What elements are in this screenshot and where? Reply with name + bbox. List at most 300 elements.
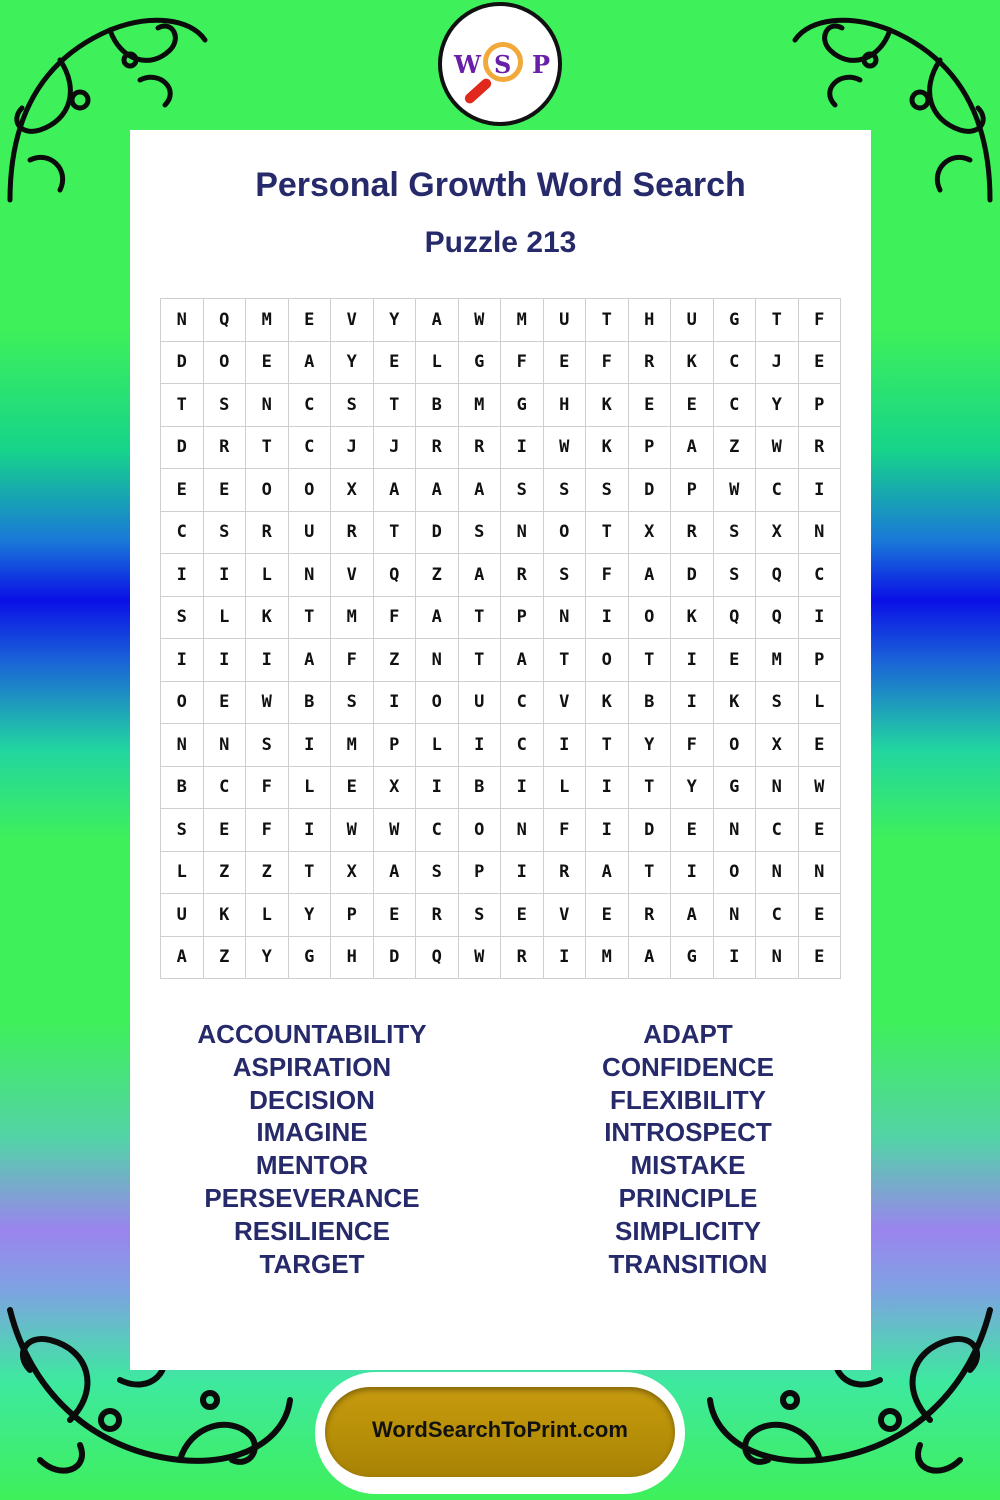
grid-cell[interactable]: O xyxy=(288,469,331,512)
grid-cell[interactable]: C xyxy=(203,766,246,809)
grid-cell[interactable]: R xyxy=(331,511,374,554)
grid-cell[interactable]: I xyxy=(246,639,289,682)
grid-row xyxy=(161,936,841,979)
grid-cell[interactable]: E xyxy=(203,809,246,852)
site-logo[interactable] xyxy=(438,2,562,126)
grid-cell[interactable]: K xyxy=(671,596,714,639)
grid-cell[interactable]: D xyxy=(373,936,416,979)
grid-cell[interactable]: M xyxy=(331,724,374,767)
grid-cell[interactable]: Y xyxy=(288,894,331,937)
grid-row xyxy=(161,341,841,384)
grid-cell[interactable]: D xyxy=(161,341,204,384)
grid-cell[interactable]: G xyxy=(671,936,714,979)
grid-cell[interactable]: I xyxy=(501,766,544,809)
grid-cell[interactable]: V xyxy=(543,894,586,937)
footer-badge xyxy=(315,1372,685,1494)
grid-cell[interactable]: O xyxy=(586,639,629,682)
grid-cell[interactable]: G xyxy=(288,936,331,979)
grid-cell[interactable]: F xyxy=(501,341,544,384)
grid-cell[interactable]: M xyxy=(246,299,289,342)
grid-cell[interactable]: K xyxy=(586,681,629,724)
logo-letter-p: P xyxy=(532,50,551,79)
grid-cell[interactable]: E xyxy=(373,894,416,937)
grid-cell[interactable]: S xyxy=(246,724,289,767)
word-list-left xyxy=(162,1018,462,1280)
grid-cell[interactable]: N xyxy=(416,639,459,682)
grid-cell[interactable]: F xyxy=(543,809,586,852)
word-list-item: DECISION xyxy=(249,1084,375,1115)
grid-cell[interactable]: O xyxy=(416,681,459,724)
grid-cell[interactable]: E xyxy=(331,766,374,809)
grid-cell[interactable]: F xyxy=(331,639,374,682)
grid-cell[interactable]: T xyxy=(288,851,331,894)
grid-row xyxy=(161,766,841,809)
grid-cell[interactable]: O xyxy=(543,511,586,554)
grid-cell[interactable]: U xyxy=(458,681,501,724)
word-list-item: TRANSITION xyxy=(608,1248,768,1279)
puzzle-card xyxy=(130,130,871,1370)
grid-cell[interactable]: N xyxy=(161,724,204,767)
grid-cell[interactable]: P xyxy=(798,639,841,682)
grid-cell[interactable]: Z xyxy=(373,639,416,682)
grid-cell[interactable]: O xyxy=(713,851,756,894)
grid-cell[interactable]: A xyxy=(161,936,204,979)
grid-cell[interactable]: S xyxy=(756,681,799,724)
grid-cell[interactable]: E xyxy=(246,341,289,384)
grid-cell[interactable]: P xyxy=(798,384,841,427)
grid-cell[interactable]: N xyxy=(501,809,544,852)
grid-cell[interactable]: C xyxy=(288,384,331,427)
grid-cell[interactable]: S xyxy=(713,554,756,597)
grid-cell[interactable]: E xyxy=(501,894,544,937)
grid-cell[interactable]: V xyxy=(331,554,374,597)
word-list-item: RESILIENCE xyxy=(233,1215,391,1246)
page-title: Personal Growth Word Search xyxy=(255,166,746,204)
grid-cell[interactable]: Z xyxy=(246,851,289,894)
grid-cell[interactable]: S xyxy=(458,511,501,554)
grid-cell[interactable]: I xyxy=(501,851,544,894)
grid-cell[interactable]: A xyxy=(288,341,331,384)
grid-cell[interactable]: I xyxy=(671,851,714,894)
grid-cell[interactable]: N xyxy=(288,554,331,597)
grid-cell[interactable]: L xyxy=(246,894,289,937)
grid-row xyxy=(161,724,841,767)
grid-cell[interactable]: N xyxy=(713,809,756,852)
grid-cell[interactable]: K xyxy=(586,426,629,469)
grid-cell[interactable]: N xyxy=(246,384,289,427)
grid-cell[interactable]: S xyxy=(161,809,204,852)
grid-cell[interactable]: S xyxy=(203,384,246,427)
grid-cell[interactable]: N xyxy=(713,894,756,937)
grid-cell[interactable]: A xyxy=(373,851,416,894)
grid-cell[interactable]: Z xyxy=(416,554,459,597)
letter-grid xyxy=(160,298,841,979)
grid-cell[interactable]: P xyxy=(373,724,416,767)
grid-cell[interactable]: B xyxy=(161,766,204,809)
grid-cell[interactable]: P xyxy=(458,851,501,894)
grid-cell[interactable]: T xyxy=(373,511,416,554)
grid-cell[interactable]: K xyxy=(203,894,246,937)
grid-cell[interactable]: Y xyxy=(331,341,374,384)
logo-letter-s: S xyxy=(494,50,512,79)
grid-cell[interactable]: H xyxy=(331,936,374,979)
grid-cell[interactable]: N xyxy=(756,851,799,894)
grid-cell[interactable]: W xyxy=(458,936,501,979)
grid-cell[interactable]: P xyxy=(671,469,714,512)
grid-cell[interactable]: R xyxy=(416,894,459,937)
word-list-item: CONFIDENCE xyxy=(602,1051,774,1082)
grid-cell[interactable]: C xyxy=(756,809,799,852)
grid-cell[interactable]: G xyxy=(713,299,756,342)
grid-cell[interactable]: I xyxy=(798,596,841,639)
grid-cell[interactable]: C xyxy=(501,681,544,724)
grid-cell[interactable]: B xyxy=(628,681,671,724)
grid-row xyxy=(161,554,841,597)
grid-row xyxy=(161,596,841,639)
grid-cell[interactable]: A xyxy=(671,426,714,469)
grid-cell[interactable]: N xyxy=(756,936,799,979)
word-list-item: FLEXIBILITY xyxy=(610,1084,766,1115)
grid-cell[interactable]: J xyxy=(756,341,799,384)
grid-cell[interactable]: R xyxy=(416,426,459,469)
grid-cell[interactable]: P xyxy=(331,894,374,937)
grid-row xyxy=(161,469,841,512)
grid-cell[interactable]: M xyxy=(501,299,544,342)
grid-cell[interactable]: N xyxy=(798,851,841,894)
grid-cell[interactable]: L xyxy=(203,596,246,639)
grid-cell[interactable]: W xyxy=(756,426,799,469)
grid-cell[interactable]: Z xyxy=(203,851,246,894)
grid-cell[interactable]: G xyxy=(501,384,544,427)
grid-cell[interactable]: Z xyxy=(203,936,246,979)
grid-cell[interactable]: X xyxy=(756,511,799,554)
grid-cell[interactable]: R xyxy=(628,894,671,937)
grid-row xyxy=(161,894,841,937)
grid-cell[interactable]: S xyxy=(331,384,374,427)
grid-cell[interactable]: E xyxy=(161,469,204,512)
grid-cell[interactable]: Q xyxy=(416,936,459,979)
grid-cell[interactable]: O xyxy=(628,596,671,639)
grid-row xyxy=(161,681,841,724)
grid-cell[interactable]: S xyxy=(161,596,204,639)
grid-cell[interactable]: Y xyxy=(756,384,799,427)
grid-cell[interactable]: S xyxy=(543,469,586,512)
grid-cell[interactable]: C xyxy=(713,341,756,384)
grid-cell[interactable]: F xyxy=(246,766,289,809)
grid-row xyxy=(161,511,841,554)
grid-cell[interactable]: C xyxy=(713,384,756,427)
word-list-item: MENTOR xyxy=(255,1150,369,1181)
grid-cell[interactable]: T xyxy=(586,511,629,554)
grid-cell[interactable]: I xyxy=(586,809,629,852)
grid-cell[interactable]: I xyxy=(161,639,204,682)
grid-cell[interactable]: U xyxy=(161,894,204,937)
grid-cell[interactable]: W xyxy=(543,426,586,469)
grid-cell[interactable]: F xyxy=(671,724,714,767)
grid-cell[interactable]: I xyxy=(373,681,416,724)
grid-cell[interactable]: T xyxy=(543,639,586,682)
grid-cell[interactable]: T xyxy=(246,426,289,469)
grid-cell[interactable]: C xyxy=(798,554,841,597)
grid-cell[interactable]: R xyxy=(501,936,544,979)
grid-cell[interactable]: M xyxy=(586,936,629,979)
word-list-item: PERSEVERANCE xyxy=(204,1182,420,1213)
grid-cell[interactable]: R xyxy=(246,511,289,554)
grid-cell[interactable]: M xyxy=(331,596,374,639)
grid-cell[interactable]: H xyxy=(543,384,586,427)
grid-cell[interactable]: E xyxy=(288,299,331,342)
grid-cell[interactable]: E xyxy=(586,894,629,937)
grid-cell[interactable]: Z xyxy=(713,426,756,469)
grid-cell[interactable]: W xyxy=(246,681,289,724)
grid-cell[interactable]: G xyxy=(458,341,501,384)
grid-cell[interactable]: I xyxy=(671,681,714,724)
grid-cell[interactable]: X xyxy=(756,724,799,767)
puzzle-number: Puzzle 213 xyxy=(424,226,577,259)
grid-cell[interactable]: D xyxy=(161,426,204,469)
word-list-item: INTROSPECT xyxy=(604,1117,772,1148)
grid-cell[interactable]: A xyxy=(416,596,459,639)
grid-cell[interactable]: W xyxy=(458,299,501,342)
grid-cell[interactable]: Y xyxy=(373,299,416,342)
grid-cell[interactable]: M xyxy=(458,384,501,427)
grid-cell[interactable]: D xyxy=(416,511,459,554)
grid-cell[interactable]: T xyxy=(628,766,671,809)
grid-cell[interactable]: I xyxy=(671,639,714,682)
grid-cell[interactable]: L xyxy=(543,766,586,809)
grid-cell[interactable]: A xyxy=(373,469,416,512)
grid-cell[interactable]: R xyxy=(203,426,246,469)
grid-cell[interactable]: S xyxy=(458,894,501,937)
grid-cell[interactable]: W xyxy=(331,809,374,852)
grid-cell[interactable]: V xyxy=(543,681,586,724)
grid-cell[interactable]: E xyxy=(203,469,246,512)
grid-row xyxy=(161,851,841,894)
grid-cell[interactable]: C xyxy=(416,809,459,852)
grid-cell[interactable]: Q xyxy=(203,299,246,342)
grid-cell[interactable]: A xyxy=(458,469,501,512)
grid-cell[interactable]: A xyxy=(501,639,544,682)
grid-cell[interactable]: L xyxy=(416,724,459,767)
grid-cell[interactable]: I xyxy=(543,936,586,979)
grid-cell[interactable]: G xyxy=(713,766,756,809)
grid-cell[interactable]: E xyxy=(798,724,841,767)
grid-cell[interactable]: T xyxy=(373,384,416,427)
logo-letter-w: W xyxy=(454,50,481,79)
grid-cell[interactable]: A xyxy=(671,894,714,937)
grid-cell[interactable]: T xyxy=(586,724,629,767)
grid-row xyxy=(161,809,841,852)
grid-cell[interactable]: F xyxy=(373,596,416,639)
grid-cell[interactable]: S xyxy=(501,469,544,512)
word-list-item: MISTAKE xyxy=(630,1150,746,1181)
grid-cell[interactable]: K xyxy=(246,596,289,639)
grid-cell[interactable]: I xyxy=(203,639,246,682)
grid-cell[interactable]: O xyxy=(713,724,756,767)
grid-cell[interactable]: Q xyxy=(756,596,799,639)
grid-cell[interactable]: L xyxy=(246,554,289,597)
grid-cell[interactable]: S xyxy=(713,511,756,554)
grid-cell[interactable]: E xyxy=(798,341,841,384)
grid-cell[interactable]: C xyxy=(501,724,544,767)
grid-row xyxy=(161,384,841,427)
grid-cell[interactable]: X xyxy=(331,469,374,512)
grid-cell[interactable]: N xyxy=(543,596,586,639)
grid-cell[interactable]: A xyxy=(288,639,331,682)
grid-cell[interactable]: M xyxy=(756,639,799,682)
grid-cell[interactable]: T xyxy=(756,299,799,342)
grid-cell[interactable]: K xyxy=(671,341,714,384)
website-link-button[interactable] xyxy=(325,1387,675,1477)
grid-cell[interactable]: B xyxy=(458,766,501,809)
grid-cell[interactable]: N xyxy=(161,299,204,342)
grid-cell[interactable]: W xyxy=(798,766,841,809)
grid-cell[interactable]: S xyxy=(331,681,374,724)
grid-cell[interactable]: B xyxy=(288,681,331,724)
grid-cell[interactable]: A xyxy=(416,299,459,342)
grid-cell[interactable]: A xyxy=(628,554,671,597)
grid-cell[interactable]: C xyxy=(756,469,799,512)
grid-cell[interactable]: J xyxy=(373,426,416,469)
grid-cell[interactable]: T xyxy=(586,299,629,342)
grid-cell[interactable]: D xyxy=(628,469,671,512)
website-link-label: WordSearchToPrint.com xyxy=(372,1417,628,1442)
grid-cell[interactable]: T xyxy=(458,596,501,639)
grid-cell[interactable]: P xyxy=(628,426,671,469)
grid-cell[interactable]: L xyxy=(288,766,331,809)
grid-cell[interactable]: S xyxy=(543,554,586,597)
grid-cell[interactable]: L xyxy=(161,851,204,894)
grid-cell[interactable]: N xyxy=(203,724,246,767)
word-list-item: PRINCIPLE xyxy=(618,1182,758,1213)
grid-cell[interactable]: S xyxy=(586,469,629,512)
grid-cell[interactable]: I xyxy=(543,724,586,767)
word-list-item: ASPIRATION xyxy=(232,1051,392,1082)
grid-cell[interactable]: R xyxy=(671,511,714,554)
grid-cell[interactable]: I xyxy=(288,809,331,852)
grid-cell[interactable]: H xyxy=(628,299,671,342)
grid-cell[interactable]: D xyxy=(671,554,714,597)
grid-cell[interactable]: S xyxy=(416,851,459,894)
grid-cell[interactable]: O xyxy=(458,809,501,852)
grid-cell[interactable]: U xyxy=(543,299,586,342)
grid-cell[interactable]: O xyxy=(161,681,204,724)
grid-cell[interactable]: A xyxy=(586,851,629,894)
grid-cell[interactable]: N xyxy=(501,511,544,554)
grid-cell[interactable]: F xyxy=(798,299,841,342)
grid-cell[interactable]: I xyxy=(458,724,501,767)
grid-cell[interactable]: F xyxy=(246,809,289,852)
grid-cell[interactable]: I xyxy=(586,766,629,809)
grid-cell[interactable]: F xyxy=(586,554,629,597)
grid-cell[interactable]: N xyxy=(798,511,841,554)
grid-cell[interactable]: E xyxy=(798,894,841,937)
grid-cell[interactable]: E xyxy=(798,936,841,979)
grid-cell[interactable]: L xyxy=(416,341,459,384)
grid-cell[interactable]: E xyxy=(671,809,714,852)
grid-cell[interactable]: I xyxy=(203,554,246,597)
grid-cell[interactable]: A xyxy=(458,554,501,597)
grid-cell[interactable]: E xyxy=(671,384,714,427)
grid-cell[interactable]: I xyxy=(586,596,629,639)
grid-cell[interactable]: O xyxy=(203,341,246,384)
grid-cell[interactable]: Y xyxy=(671,766,714,809)
grid-cell[interactable]: U xyxy=(671,299,714,342)
grid-cell[interactable]: E xyxy=(713,639,756,682)
word-list-item: IMAGINE xyxy=(256,1117,368,1148)
grid-cell[interactable]: E xyxy=(543,341,586,384)
grid-cell[interactable]: I xyxy=(288,724,331,767)
grid-cell[interactable]: X xyxy=(373,766,416,809)
grid-cell[interactable]: O xyxy=(246,469,289,512)
grid-cell[interactable]: N xyxy=(756,766,799,809)
grid-cell[interactable]: Q xyxy=(713,596,756,639)
grid-row xyxy=(161,639,841,682)
grid-cell[interactable]: P xyxy=(501,596,544,639)
magnifier-handle-icon xyxy=(463,77,493,106)
grid-cell[interactable]: E xyxy=(628,384,671,427)
word-list-item: ACCOUNTABILITY xyxy=(197,1019,427,1049)
grid-cell[interactable]: Q xyxy=(756,554,799,597)
grid-cell[interactable]: W xyxy=(373,809,416,852)
grid-cell[interactable]: I xyxy=(161,554,204,597)
grid-cell[interactable]: E xyxy=(203,681,246,724)
grid-cell[interactable]: B xyxy=(416,384,459,427)
grid-cell[interactable]: C xyxy=(756,894,799,937)
grid-cell[interactable]: X xyxy=(331,851,374,894)
grid-cell[interactable]: R xyxy=(543,851,586,894)
grid-cell[interactable]: I xyxy=(798,469,841,512)
grid-row xyxy=(161,426,841,469)
grid-cell[interactable]: W xyxy=(713,469,756,512)
word-list-item: ADAPT xyxy=(643,1019,733,1049)
grid-cell[interactable]: C xyxy=(288,426,331,469)
grid-cell[interactable]: I xyxy=(501,426,544,469)
grid-cell[interactable]: Q xyxy=(373,554,416,597)
grid-cell[interactable]: R xyxy=(501,554,544,597)
grid-cell[interactable]: T xyxy=(458,639,501,682)
grid-cell[interactable]: U xyxy=(288,511,331,554)
grid-cell[interactable]: I xyxy=(416,766,459,809)
grid-cell[interactable]: L xyxy=(798,681,841,724)
grid-cell[interactable]: T xyxy=(288,596,331,639)
grid-cell[interactable]: K xyxy=(713,681,756,724)
grid-cell[interactable]: A xyxy=(416,469,459,512)
grid-cell[interactable]: T xyxy=(628,851,671,894)
grid-cell[interactable]: K xyxy=(586,384,629,427)
grid-cell[interactable]: A xyxy=(628,936,671,979)
grid-cell[interactable]: X xyxy=(628,511,671,554)
grid-cell[interactable]: R xyxy=(798,426,841,469)
grid-cell[interactable]: T xyxy=(161,384,204,427)
word-list-item: SIMPLICITY xyxy=(615,1215,761,1246)
grid-cell[interactable]: Y xyxy=(628,724,671,767)
grid-cell[interactable]: F xyxy=(586,341,629,384)
grid-cell[interactable]: I xyxy=(713,936,756,979)
grid-cell[interactable]: Y xyxy=(246,936,289,979)
grid-cell[interactable]: C xyxy=(161,511,204,554)
grid-cell[interactable]: V xyxy=(331,299,374,342)
grid-cell[interactable]: R xyxy=(458,426,501,469)
grid-cell[interactable]: E xyxy=(373,341,416,384)
grid-cell[interactable]: S xyxy=(203,511,246,554)
grid-cell[interactable]: D xyxy=(628,809,671,852)
grid-cell[interactable]: E xyxy=(798,809,841,852)
grid-cell[interactable]: T xyxy=(628,639,671,682)
grid-cell[interactable]: J xyxy=(331,426,374,469)
grid-cell[interactable]: R xyxy=(628,341,671,384)
grid-row xyxy=(161,299,841,342)
